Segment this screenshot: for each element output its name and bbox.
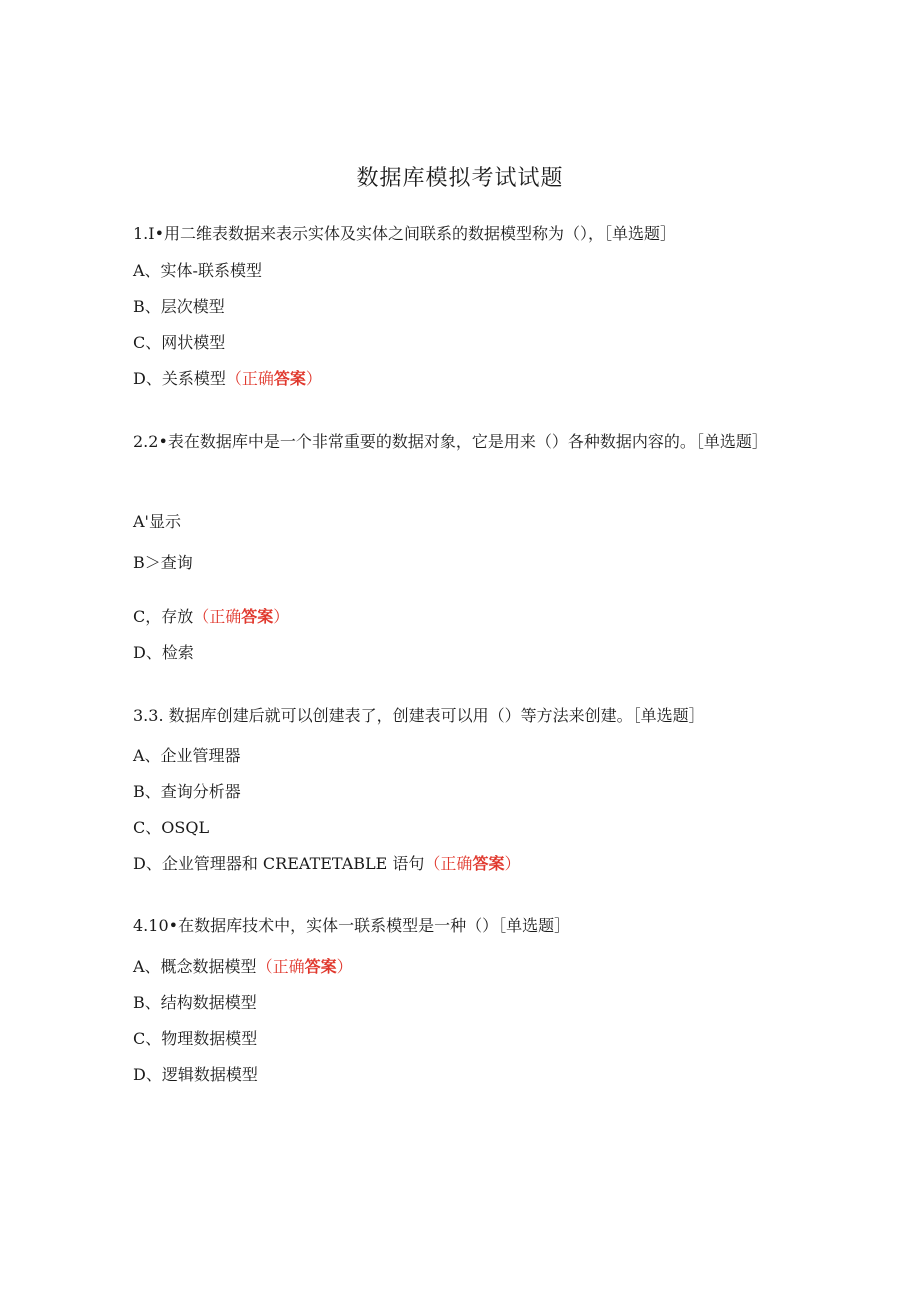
question-3-option-d-row	[133, 852, 773, 876]
question-4-option-b: B、结构数据模型	[133, 993, 257, 1012]
question-4-text: 4.10•在数据库技术中，实体一联系模型是一种（）［单选题］	[133, 916, 571, 935]
question-1-option-a: A、实体-联系模型	[133, 261, 262, 280]
correct-answer-marker	[193, 607, 289, 626]
question-2-option-c-row	[133, 605, 773, 629]
answer-close: ）	[504, 854, 521, 873]
question-3-text: 3.3. 数据库创建后就可以创建表了，创建表可以用（）等方法来创建。［单选题］	[133, 706, 705, 725]
answer-close: ）	[305, 369, 322, 388]
correct-answer-marker	[424, 854, 520, 873]
correct-answer-marker	[226, 369, 322, 388]
question-3-option-d: D、企业管理器和 CREATETABLE 语句	[133, 854, 425, 873]
question-2-text: 2.2•表在数据库中是一个非常重要的数据对象，它是用来（）各种数据内容的。［单选题］	[133, 432, 768, 451]
question-3-option-a: A、企业管理器	[133, 746, 241, 765]
question-4-option-d: D、逻辑数据模型	[133, 1065, 258, 1084]
answer-open: （正确	[225, 369, 274, 388]
question-1-option-d: D、关系模型	[133, 369, 226, 388]
answer-bold: 答案	[241, 607, 274, 626]
correct-answer-marker	[257, 957, 353, 976]
answer-bold: 答案	[304, 957, 337, 976]
answer-close: ）	[273, 607, 290, 626]
answer-open: （正确	[256, 957, 305, 976]
question-2-option-d: D、检索	[133, 643, 194, 662]
question-3-option-b: B、查询分析器	[133, 782, 241, 801]
question-4-option-a: A、概念数据模型	[133, 957, 257, 976]
answer-open: （正确	[424, 854, 473, 873]
answer-close: ）	[336, 957, 353, 976]
answer-bold: 答案	[472, 854, 505, 873]
answer-open: （正确	[193, 607, 242, 626]
question-1-option-d-row	[133, 367, 773, 391]
question-1-option-c: C、网状模型	[133, 333, 226, 352]
question-3-option-c: C、OSQL	[133, 818, 210, 837]
question-2-option-a: A'显示	[133, 512, 181, 531]
question-2-option-c: C，存放	[133, 607, 194, 626]
question-1-option-b: B、层次模型	[133, 297, 225, 316]
question-2-option-b: B＞查询	[133, 553, 193, 572]
page-title: 数据库模拟考试试题	[356, 166, 564, 191]
question-1-text: 1.I•用二维表数据来表示实体及实体之间联系的数据模型称为（），［单选题］	[133, 224, 677, 243]
question-4-option-c: C、物理数据模型	[133, 1029, 258, 1048]
question-4-option-a-row	[133, 955, 773, 979]
answer-bold: 答案	[273, 369, 306, 388]
